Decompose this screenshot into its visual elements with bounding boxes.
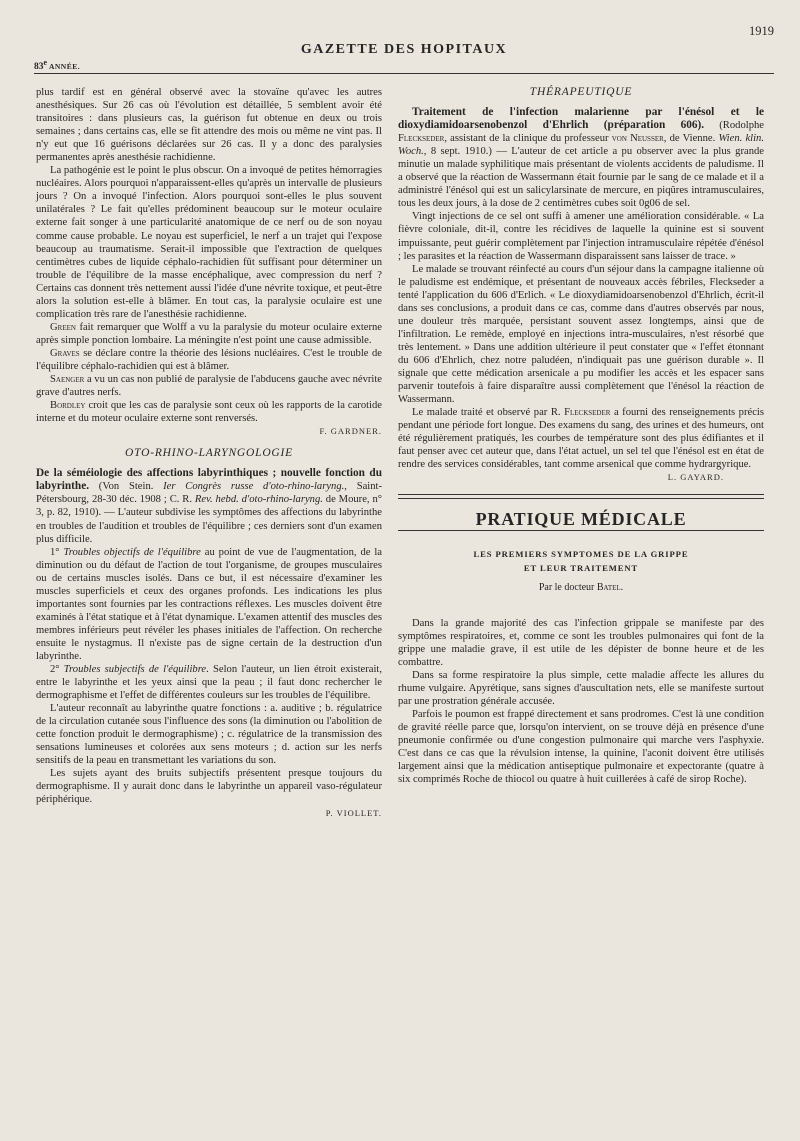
author-name: Bordley bbox=[50, 400, 86, 412]
section-divider bbox=[398, 494, 764, 499]
page-header bbox=[34, 24, 774, 76]
list-number: 2° bbox=[50, 664, 64, 676]
author-name: Graves bbox=[50, 347, 80, 359]
paragraph bbox=[36, 347, 382, 373]
article-subtitle-line: LES PREMIERS SYMPTOMES DE LA GRIPPE bbox=[473, 549, 689, 560]
article-subtitle-line: ET LEUR TRAITEMENT bbox=[523, 563, 639, 574]
volume-label bbox=[34, 58, 80, 72]
paragraph: Parfois le poumon est frappé directement et sans prodromes. C'est là une condition de gravité réelle parce que, lorsqu'on intervient, on se trouve déjà en présence d'une pneumonie confirmée ou d'une congestion pulmonaire qui marche vers l'asphyxie. C'est dans ce cas que la révulsion intense, la quinine, l'aconit doivent être utilisés largement ainsi que la médication antiseptique pulmonaire et expectorante (quatre à six comprimés Roche de thiocol ou quatre à huit cuillerées à café de sirop Roche). bbox=[398, 708, 764, 786]
paragraph: Dans la grande majorité des cas l'infection grippale se manifeste par des symptômes respiratoires, et, comme ce sont les troubles pulmonaires qui font de la grippe une maladie grave, il est utile de les dépister de bonne heure et de les combattre. bbox=[398, 617, 764, 668]
volume-number: 83 bbox=[34, 62, 44, 73]
list-item bbox=[36, 663, 382, 702]
paragraph bbox=[36, 321, 382, 347]
author-name: Fleckseder bbox=[398, 133, 445, 145]
paragraph-text: fait remarquer que Wolff a vu la paralysie du moteur oculaire externe après simple ponction lombaire. La méningite n'est point une cause admissible. bbox=[36, 321, 382, 346]
list-item bbox=[36, 546, 382, 663]
volume-label-text: ANNÉE. bbox=[47, 62, 81, 72]
article-reference: , Saint-Pétersbourg, 28-30 déc. 1908 ; C. R. bbox=[36, 481, 382, 506]
paragraph bbox=[36, 399, 382, 425]
article-title: De la séméiologie des affections labyrinthiques ; nouvelle fonction du labyrinthe. bbox=[36, 467, 382, 493]
section-title: THÉRAPEUTIQUE bbox=[529, 86, 633, 98]
article-reference: , assistant de la clinique du professeur bbox=[444, 133, 612, 145]
author-name: Green bbox=[50, 321, 76, 333]
list-number: 1° bbox=[50, 546, 64, 558]
list-item-title: Troubles objectifs de l'équilibre bbox=[63, 546, 201, 558]
author-name: Saenger bbox=[50, 374, 85, 386]
article-journal: Wien. klin. Woch. bbox=[398, 133, 764, 158]
signature: P. VIOLLET. bbox=[325, 807, 382, 818]
journal-title: GAZETTE DES HOPITAUX bbox=[300, 42, 508, 57]
paragraph-text: a vu un cas non publié de paralysie de l'abducens gauche avec névrite grave d'autres nerfs. bbox=[36, 374, 382, 399]
article-reference: (Rodolphe bbox=[704, 120, 764, 132]
paragraph-text: Le malade traité et observé par R. bbox=[412, 407, 565, 419]
list-item-text: au point de vue de l'augmentation, de la diminution ou du défaut de l'action de tout l'organisme, de groupes musculaires ou de certains muscles isolés. Dans ce but, il est nécessaire d'examiner les muscles superficiels et ceux des organes profonds. Les indications les plus importantes sont fournies par les contractions réflexes. Les muscles doivent être examinés à l'état statique et à l'état dynamique. L'examen attentif des muscles des membres inférieurs peut révéler les phases initiales de l'affection. On recherche ensuite le nystagmus. Il n'existe pas de signe certain de la destruction d'un labyrinthe. bbox=[36, 546, 382, 662]
section-title: OTO-RHINO-LARYNGOLOGIE bbox=[125, 447, 293, 460]
author-prefix: Par le docteur bbox=[538, 582, 597, 594]
paragraph: Le malade se trouvant réinfecté au cours d'un séjour dans la campagne italienne où le paludisme est endémique, et présentant de nouveaux accès fébriles, Fleckseder a tenté l'application du 606 d'Erlich. « Le dioxydiamidoarsenobenzol d'Ehrlich, écrit-il dans ses conclusions, a produit dans ce cas, comme dans d'autres observés par nous, une douleur très marquée, persistant souvent assez longtemps, ainsi que de l'infiltration. Le remède, employé en injections intra-musculaires, n'est résorbé que très lentement. » Dans une addition ultérieure il peut constater que « l'effet étonnant du 606 d'Ehrlich, chez notre paludéen, n'indiquait pas une guérison durable ». Il signale que cette médication arsenicale a pu modifier les accès et les espacer sans parvenir toutefois à faire disparaître aussi complètement que l'énésol la réaction de Wassermann. bbox=[398, 263, 764, 406]
article-reference: , 8 sept. 1910.) — L'auteur de cet article a pu observer avec la plus grande minutie un malade syphilitique mais présentant de violents accidents de paludisme. Il a observé que la réaction de Wassermann était fournie par le sang de ce malade et il a administré l'énésol qui est un salicylarsinate de mercure, en piqûres intramusculaires, tous les deux jours, à la dose de 2 centimètres cubes soit 0g06 de sel. bbox=[398, 146, 764, 210]
list-item-text: . Selon l'auteur, un lien étroit existerait, entre le labyrinthe et les yeux ainsi que la peau ; il faut donc rechercher le dermographisme et l'effet de différentes couleurs sur les troubles de l'équilibre. bbox=[36, 664, 383, 702]
paragraph-text: se déclare contre la théorie des lésions nucléaires. C'est le trouble de l'équilibre céphalo-rachidien qui est à blâmer. bbox=[36, 347, 382, 372]
author-name: von Neusser bbox=[611, 133, 664, 145]
article-journal: Rev. hebd. d'oto-rhino-laryng. bbox=[194, 494, 323, 506]
paragraph-text: croit que les cas de paralysie sont ceux où les rapports de la carotide interne et du moteur oculaire externe sont renversés. bbox=[36, 400, 382, 425]
author-suffix: . bbox=[620, 582, 624, 594]
paragraph bbox=[36, 373, 382, 399]
paragraph: L'auteur reconnaît au labyrinthe quatre fonctions : a. auditive ; b. régulatrice de la circulation cutanée sous l'influence des sons (la diminution ou l'abolition de cette fonction produit le dermographisme) ; c. régulatrice de la transmission des sensations lumineuses et colorées aux sens moteurs ; d. action sur les nerfs sensitifs de la peau en transmettant les variations du son. bbox=[36, 703, 382, 767]
paragraph: Dans sa forme respiratoire la plus simple, cette maladie affecte les allures du rhume vulgaire. Apyrétique, sans signes d'auscultation nets, elle se manifeste surtout par une prostration générale accusée. bbox=[398, 669, 764, 707]
article-reference: de Moure, n° 3, p. 82, 1910). — L'auteur subdivise les symptômes des affections du labyrinthe en troubles de l'audition et troubles de l'équilibre ; ces derniers sont d'un examen plus difficile. bbox=[36, 494, 382, 545]
pratique-medicale-title: PRATIQUE MÉDICALE bbox=[475, 509, 687, 530]
paragraph: Les sujets ayant des bruits subjectifs présentent presque toujours du dermographisme. Il y aurait donc dans le labyrinthe un appareil vaso-régulateur périphérique. bbox=[36, 768, 382, 806]
article-paragraph bbox=[36, 467, 382, 545]
left-column bbox=[36, 86, 382, 820]
header-rule bbox=[34, 73, 774, 74]
article-reference: (Von Stein. bbox=[89, 481, 164, 493]
right-column bbox=[398, 86, 764, 786]
author-name: Fleckseder bbox=[564, 407, 611, 419]
signature: L. GAYARD. bbox=[667, 472, 724, 483]
list-item-title: Troubles subjectifs de l'équilibre bbox=[63, 664, 207, 676]
paragraph-text: a fourni des renseignements précis pendant une période fort longue. Des examens du sang, des urines et des humeurs, ont été régulièrement pratiqués, les courbes de température sont des plus édifiantes et il faut penser avec cet auteur que, dans l'état actuel, un sel tel que l'énésol est en état de rendre des services considérables, tant comme arsenical que comme hydrargyrique. bbox=[398, 407, 764, 471]
article-reference: , de Vienne. bbox=[663, 133, 719, 145]
paragraph: Vingt injections de ce sel ont suffi à amener une amélioration considérable. « La fièvre coloniale, dit-il, contre les récidives de laquelle la quinine est si souvent impuissante, peut guérir complètement par l'injection intramusculaire répétée d'énésol ; les parasites et la réaction de Wassermann disparaissent sans laisser de trace. » bbox=[398, 211, 764, 262]
title-rule bbox=[398, 530, 764, 531]
author-name: Batel bbox=[596, 582, 621, 594]
article-author bbox=[398, 581, 764, 594]
paragraph bbox=[398, 406, 764, 471]
article-journal: Ier Congrès russe d'oto-rhino-laryng. bbox=[163, 481, 345, 493]
article-paragraph bbox=[398, 106, 764, 210]
paragraph: plus tardif est en général observé avec la stovaïne qu'avec les autres anesthésiques. Sur 26 cas où l'évolution est détaillée, 5 semblent avoir été transitoires : dans plusieurs cas, la guérison fut obtenue en deux ou trois semaines ; dans certains cas, elle se fit attendre des mois ou même ne vint pas. Il n'y eut que 16 guérisons déclarées sur 26 cas. Il y a donc des paralysies permanentes après anesthésie rachidienne. bbox=[36, 87, 382, 164]
article-title: Traitement de l'infection malarienne par l'énésol et le dioxydiamidoarsenobenzol d'Ehrlich (préparation 606). bbox=[398, 106, 764, 132]
article-subtitle bbox=[398, 547, 764, 575]
page-year: 1919 bbox=[749, 24, 774, 38]
volume-sup: e bbox=[43, 58, 48, 67]
signature: F. GARDNER. bbox=[319, 426, 382, 437]
paragraph: La pathogénie est le point le plus obscur. On a invoqué de petites hémorragies nucléaires. Alors pourquoi n'apparaissent-elles qu'après un intervalle de plusieurs jours ? On a invoqué l'infection. Alors pourquoi sont-elles le plus souvent unilatérales ? Le fait qu'elles prédominent beaucoup sur le moteur oculaire externe fait songer à une particularité anatomique de ce nerf ou de son noyau comme cause probable. Le noyau est superficiel, le nerf a un trajet qui l'expose beaucoup au traumatisme. Serait-il impossible que l'extraction de quelques centimètres cubes de liquide céphalo-rachidien fût suffisant pour déterminer un trouble de l'équilibre de la masse encéphalique, avec compression du nerf ? Certains cas donnent très nettement aussi l'idée d'une névrite toxique, et peut-être alors la solution est-elle à blâmer. En tout cas, la paralysie oculaire est une complication très rare de l'anesthésie rachidienne. bbox=[36, 165, 382, 320]
